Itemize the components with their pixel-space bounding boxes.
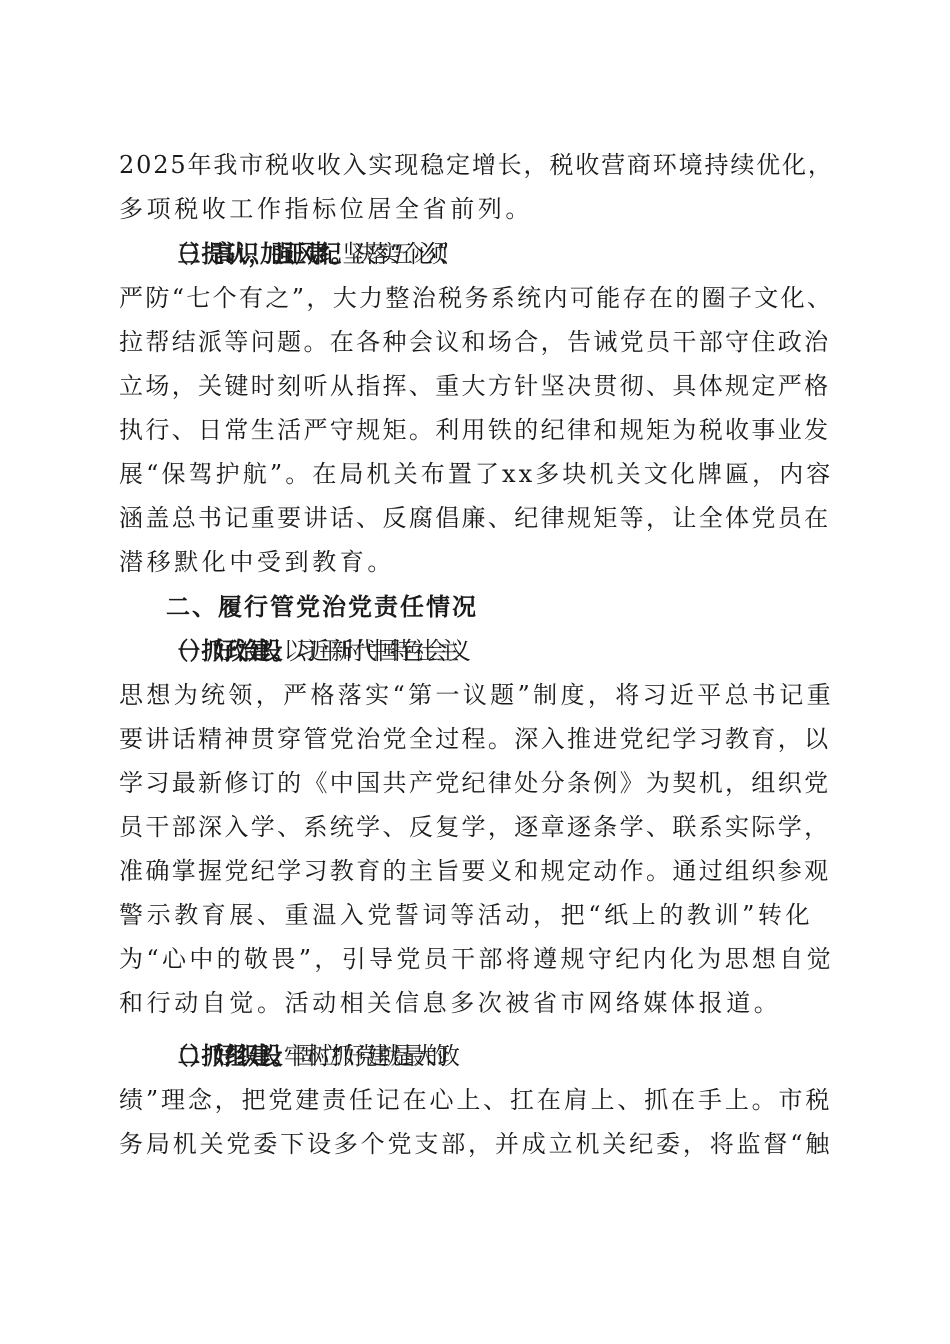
- paragraph-line: 和行动自觉。活动相关信息多次被省市网络媒体报道。: [119, 989, 782, 1017]
- paragraph-line: 展“保驾护航”。在局机关布置了xx多块机关文化牌匾，内容: [119, 460, 834, 488]
- paragraph-line: 执行、日常生活严守规矩。利用铁的纪律和规矩为税收事业发: [119, 416, 831, 444]
- paragraph-line: 为“心中的敬畏”，引导党员干部将遵规守纪内化为思想自觉: [119, 945, 834, 973]
- paragraph-text: 以习近平新时代中国特色社会主义: [283, 637, 461, 665]
- paragraph-line: 警示教育展、重温入党誓词等活动，把“纸上的教训”转化: [119, 901, 814, 929]
- paragraph-line: 思想为统领，严格落实“第一议题”制度，将习近平总书记重: [119, 681, 834, 709]
- paragraph-line: 多项税收工作指标位居全省前列。: [119, 195, 533, 223]
- paragraph-line: 2025年我市税收收入实现稳定增长，税收营商环境持续优化，: [119, 151, 834, 179]
- section-heading: 二、履行管党治党责任情况: [166, 593, 478, 621]
- paragraph-line: 准确掌握党纪学习教育的主旨要义和规定动作。通过组织参观: [119, 857, 831, 885]
- paragraph-line: 务局机关党委下设多个党支部，并成立机关纪委，将监督“触: [119, 1130, 833, 1158]
- paragraph-line: 立场，关键时刻听从指挥、重大方针坚决贯彻、具体规定严格: [119, 372, 831, 400]
- paragraph-line: [166, 1034, 834, 1078]
- paragraph-line: 涵盖总书记重要讲话、反腐倡廉、纪律规矩等，让全体党员在: [119, 504, 831, 532]
- paragraph-line: 员干部深入学、系统学、反复学，逐章逐条学、联系实际学，: [119, 813, 831, 841]
- paragraph-line: 绩”理念，把党建责任记在心上、扛在肩上、抓在手上。市税: [119, 1086, 833, 1114]
- paragraph-line: 严防“七个有之”，大力整治税务系统内可能存在的圈子文化、: [119, 284, 834, 312]
- paragraph-text: 坚决落实“五个必须”、: [342, 240, 451, 268]
- section-lead-heading: （一）抓好政治建设。: [166, 636, 284, 665]
- paragraph-line: 要讲话精神贯穿管党治党全过程。深入推进党纪学习教育，以: [119, 725, 831, 753]
- section-lead-heading: （二）抓好组织建设。: [166, 1041, 284, 1070]
- paragraph-line: [166, 232, 834, 276]
- paragraph-line: [166, 629, 834, 673]
- paragraph-line: 潜移默化中受到教育。: [119, 548, 395, 576]
- paragraph-line: 拉帮结派等问题。在各种会议和场合，告诫党员干部守住政治: [119, 328, 831, 356]
- paragraph-line: 学习最新修订的《中国共产党纪律处分条例》为契机，组织党: [119, 769, 831, 797]
- paragraph-text: 牢固树立“抓好党建就是最大的政: [283, 1042, 450, 1070]
- section-lead-heading: （三）提高认识，加强正风肃纪。: [166, 239, 343, 268]
